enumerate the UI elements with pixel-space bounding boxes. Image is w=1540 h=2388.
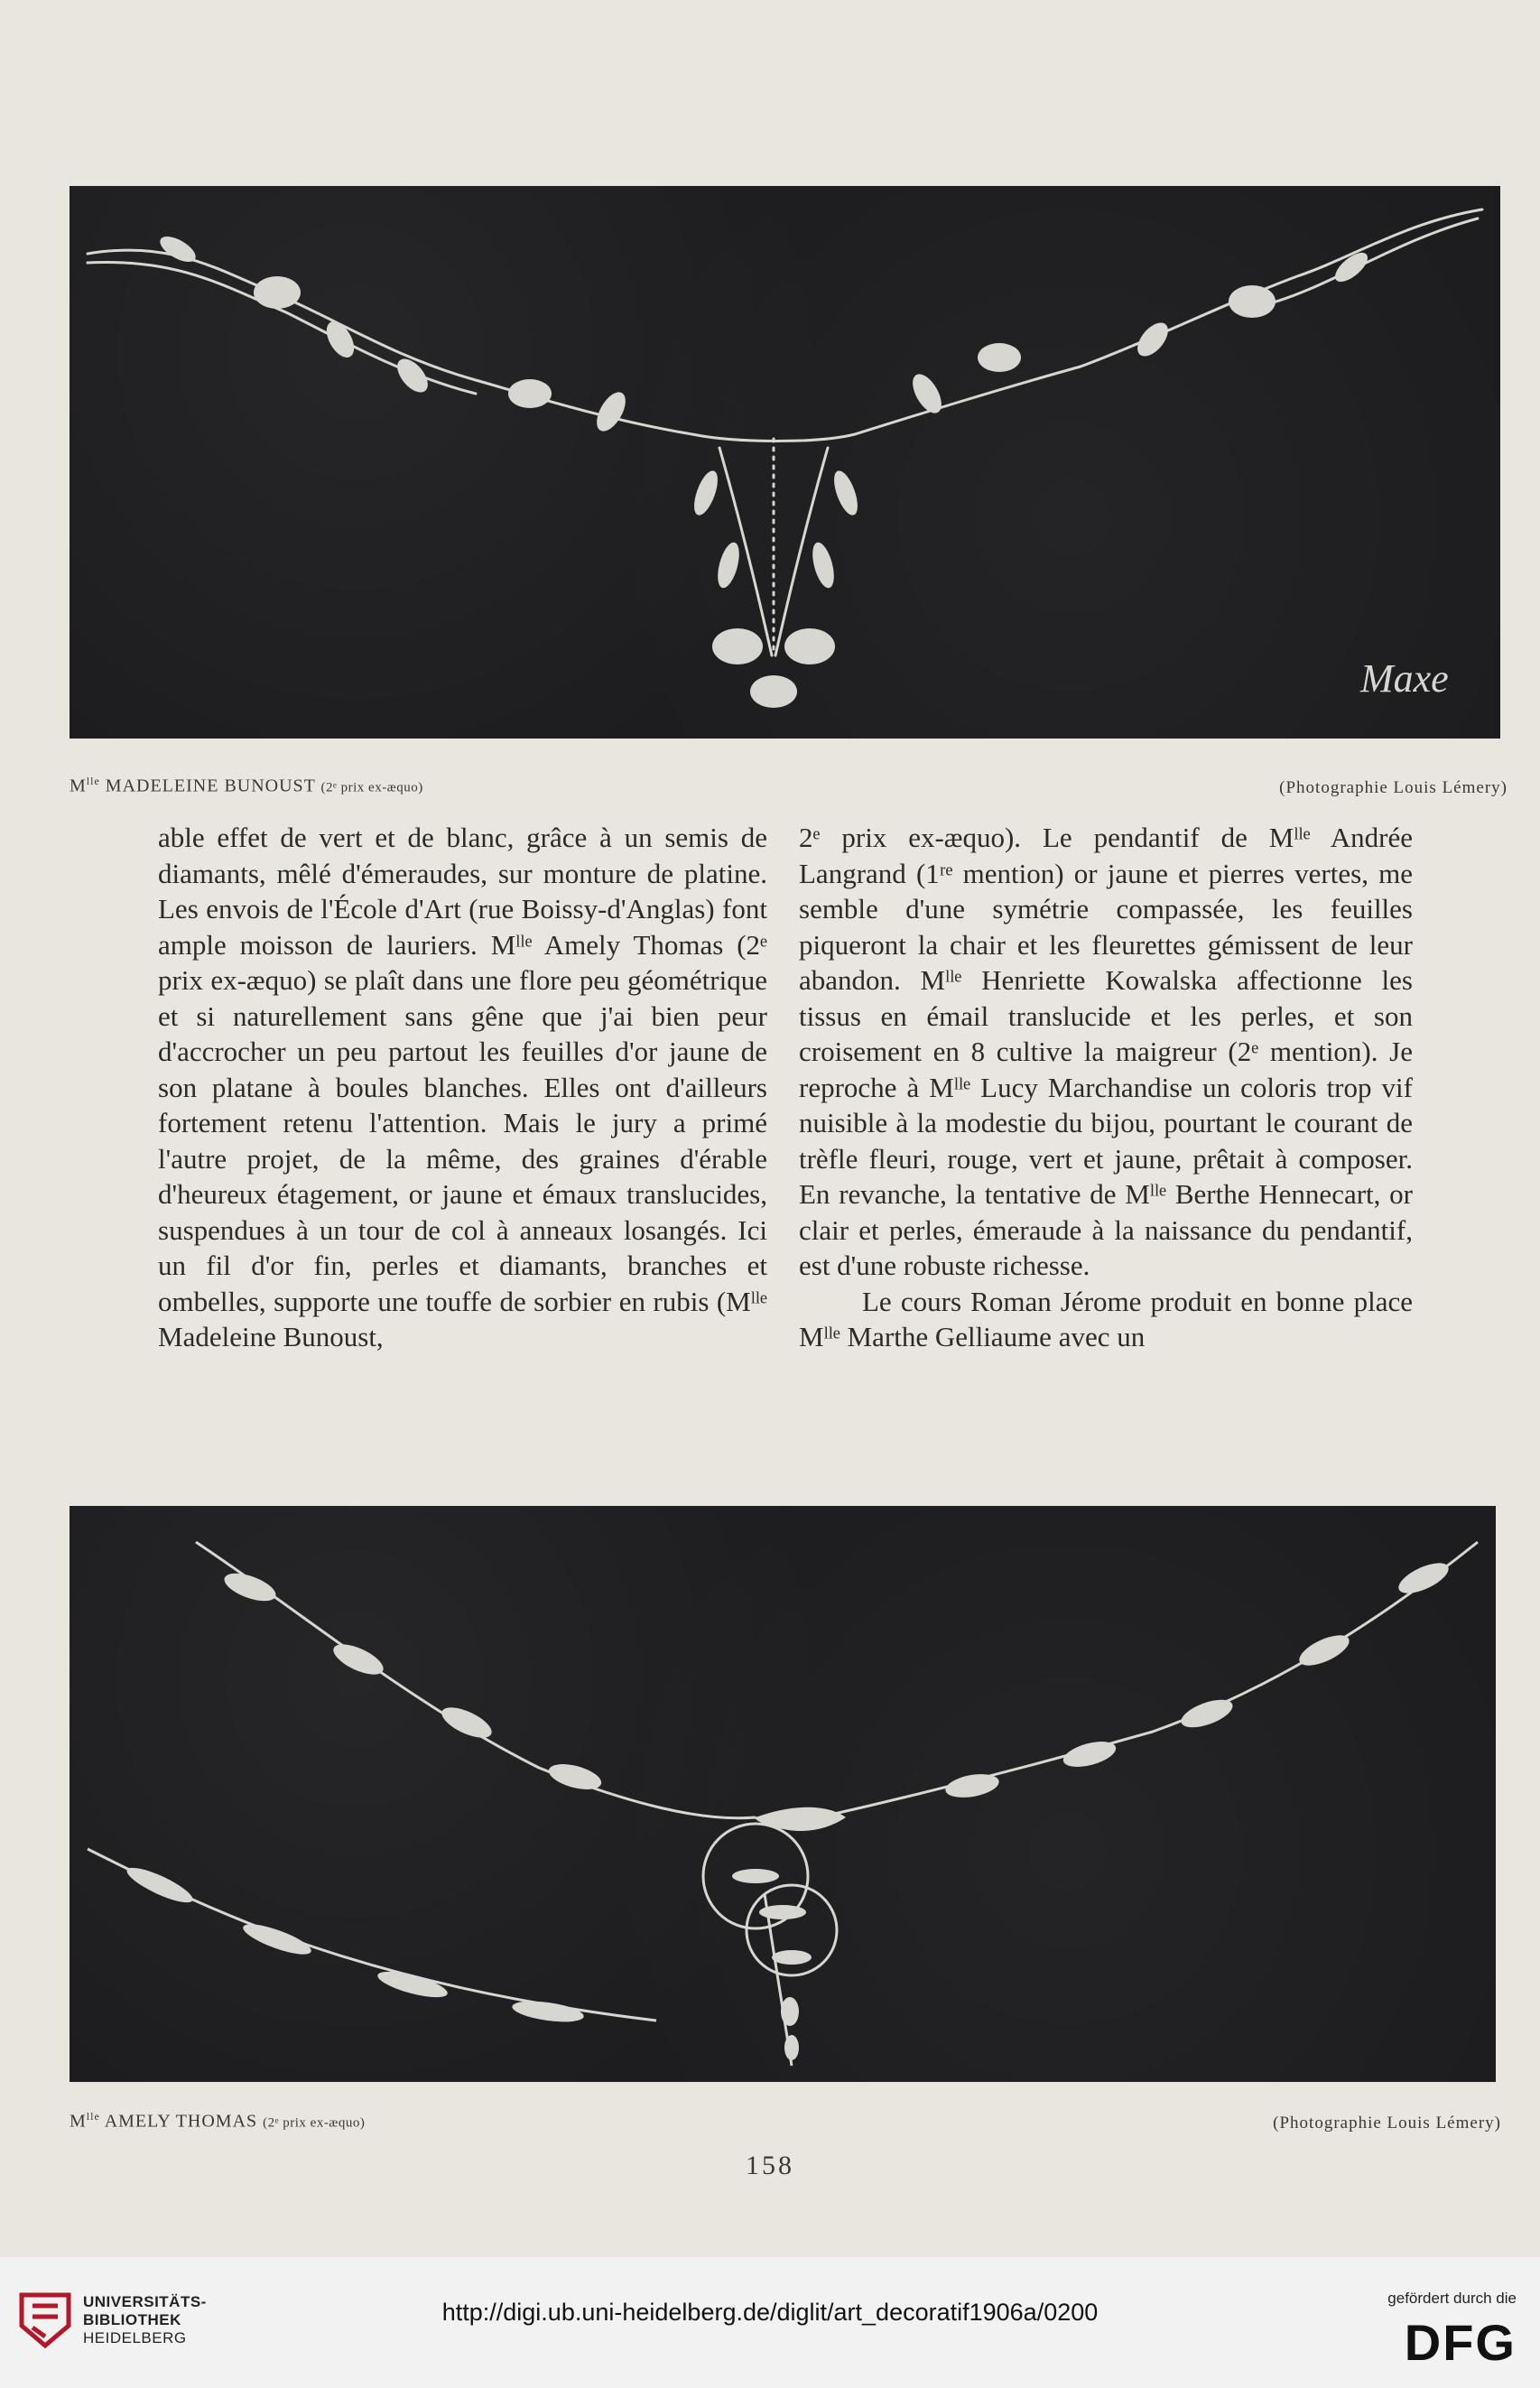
- sponsor-note: gefördert durch die: [1387, 2290, 1517, 2307]
- photo-credit-2: (Photographie Louis Lémery): [1273, 2114, 1501, 2132]
- page-number: 158: [746, 2151, 794, 2180]
- paragraph: able effet de vert et de blanc, grâce à un semis de diamants, mêlé d'émeraudes, sur monture de platine. Les envois de l'École d'Art (rue Boissy-d'Anglas) font ample moisson de lauriers. Mˡˡᵉ Amely Thomas (2ᵉ prix ex-æquo) se plaît dans une flore peu géométrique et si naturellement sans gêne que j'ai bien peur d'accrocher un peu partout les feuilles d'or jaune de son platane à boules blanches. Elles ont d'ailleurs fortement retenu l'attention. Mais le jury a primé l'autre projet, de la même, des graines d'érable d'heureux étagement, or jaune et émaux translucides, suspendues à un tour de col à anneaux losangés. Ici un fil d'or fin, perles et diamants, branches et ombelles, supporte une touffe de sorbier en rubis (Mˡˡᵉ Madeleine Bunoust,: [158, 822, 767, 1352]
- dfg-logo: DFG: [1404, 2314, 1517, 2371]
- photo-credit-1: (Photographie Louis Lémery): [1279, 778, 1508, 797]
- plate-caption-left-1: $M^{lle}$ MADELEINE BUNOUST (2ᵉ prix ex-æquo): [70, 775, 423, 796]
- prize-note: (2ᵉ prix ex-æquo): [263, 2115, 366, 2131]
- source-url-link[interactable]: http://digi.ub.uni-heidelberg.de/diglit/art_decoratif1906a/0200: [441, 2299, 1099, 2326]
- necklace-illustration-1: [70, 186, 1500, 739]
- paragraph: Le cours Roman Jérome produit en bonne place Mˡˡᵉ Marthe Gelliaume avec un: [799, 1285, 1413, 1352]
- library-name: UNIVERSITÄTS- BIBLIOTHEK HEIDELBERG: [83, 2293, 207, 2346]
- plate-caption-left-2: $M^{lle}$ AMELY THOMAS (2ᵉ prix ex-æquo): [70, 2110, 366, 2132]
- plate-thomas: [70, 1506, 1496, 2082]
- prize-note: (2ᵉ prix ex-æquo): [320, 780, 423, 795]
- digitization-footer: [0, 2257, 1540, 2388]
- plate-bunoust: [70, 186, 1500, 739]
- text-column-right: [799, 820, 1413, 1355]
- artist-signature: Maxe: [1360, 656, 1449, 701]
- text-column-left: [158, 820, 767, 1355]
- necklace-illustration-2: [70, 1506, 1496, 2082]
- paragraph: 2ᵉ prix ex-æquo). Le pendantif de Mˡˡᵉ Andrée Langrand (1ʳᵉ mention) or jaune et pierres vertes, me semble d'une symétrie compassée, les feuilles piqueront la chair et les fleurettes gémissent de leur abandon. Mˡˡᵉ Henriette Kowalska affectionne les tissus en émail translucide et les perles, et son croisement en 8 cultive la maigreur (2ᵉ mention). Je reproche à Mˡˡᵉ Lucy Marchandise un coloris trop vif nuisible à la modestie du bijou, pourtant le courant de trèfle fleuri, rouge, vert et jaune, prêtait à composer. En revanche, la tentative de Mˡˡᵉ Berthe Hennecart, or clair et perles, émeraude à la naissance du pendantif, est d'une robuste richesse.: [799, 822, 1413, 1281]
